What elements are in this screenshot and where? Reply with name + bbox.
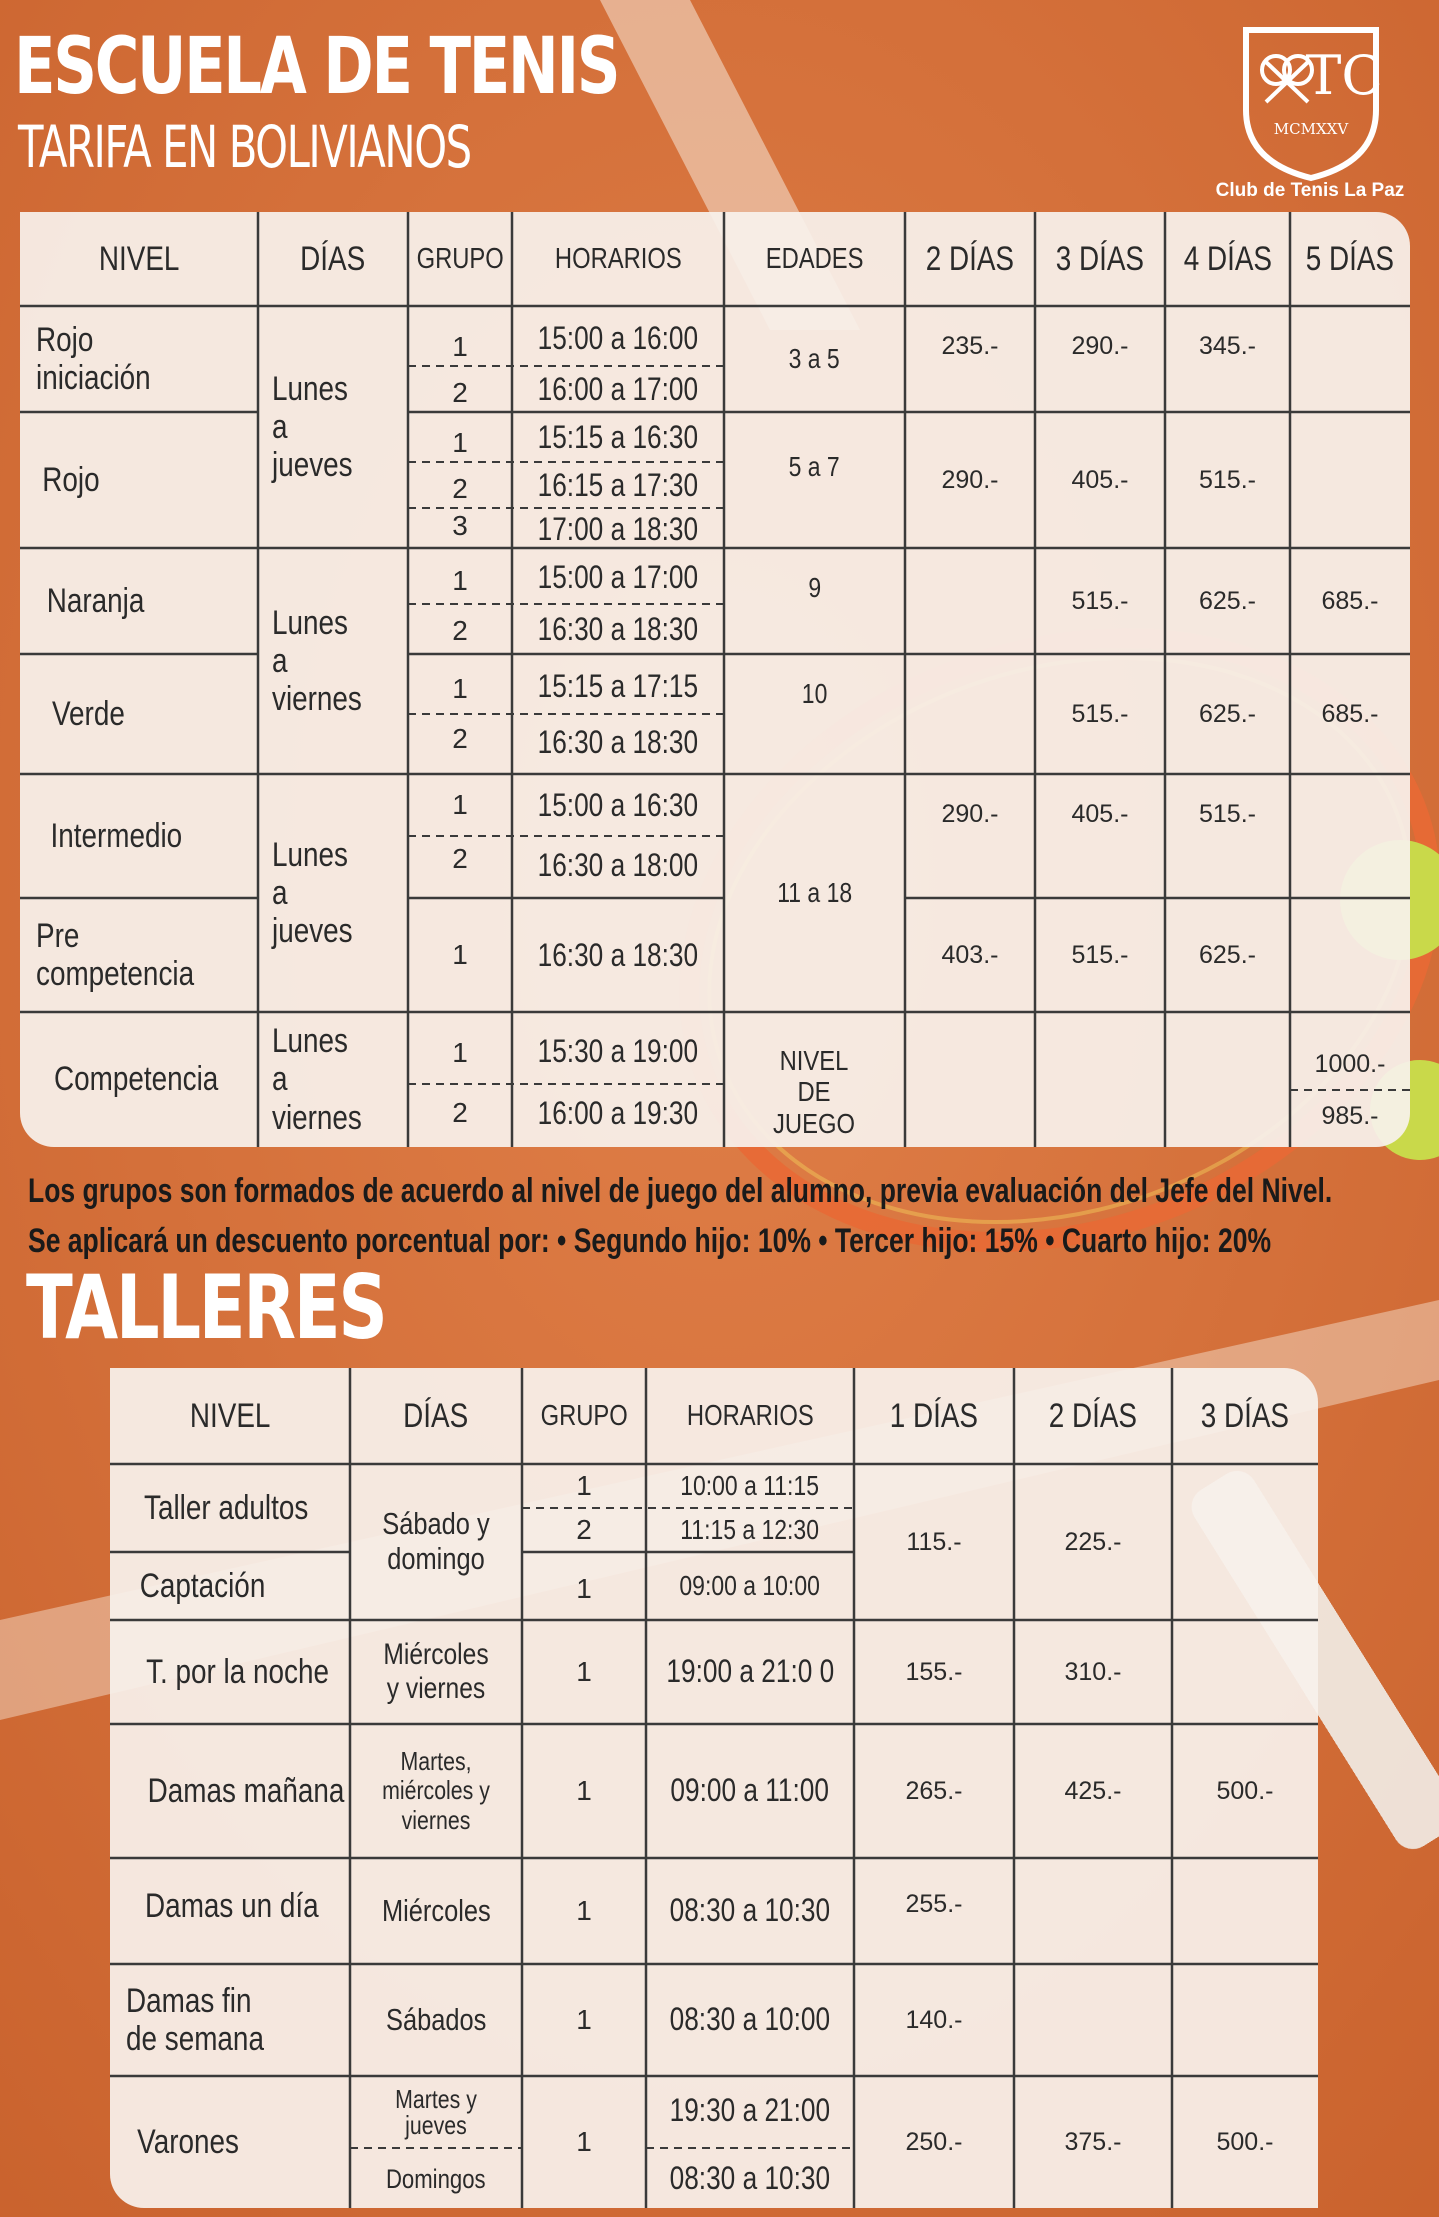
days-martes-y-jueves: Martes y jueves <box>395 2084 477 2140</box>
group-number: 1 <box>452 427 468 459</box>
days-sabado-y-domingo: Sábado y domingo <box>382 1506 490 1576</box>
group-number: 3 <box>452 510 468 542</box>
club-crest-icon <box>1236 22 1386 182</box>
level-t-por-la-noche: T. por la noche <box>146 1652 329 1691</box>
price: 115.- <box>906 1528 962 1556</box>
schedule-time: 19:30 a 21:00 <box>669 2092 831 2129</box>
schedule-time: 08:30 a 10:30 <box>669 1892 831 1929</box>
price: 515.- <box>1199 466 1256 494</box>
col-header-horarios: HORARIOS <box>554 242 682 275</box>
days-lunes-a-jueves: Lunes a jueves <box>272 835 353 951</box>
price: 685.- <box>1321 700 1379 728</box>
schedule-time: 09:00 a 10:00 <box>679 1570 821 1602</box>
col-header-dias: DÍAS <box>300 239 366 278</box>
col-header-grupo: GRUPO <box>540 1399 628 1432</box>
notes <box>28 1166 1332 1266</box>
col-header-1-dias: 1 DÍAS <box>889 1396 979 1435</box>
level-varones: Varones <box>137 2122 239 2161</box>
group-number: 1 <box>452 789 468 821</box>
level-captacion: Captación <box>139 1566 266 1605</box>
group-number: 1 <box>452 331 468 363</box>
schedule-time: 15:15 a 17:15 <box>537 668 699 705</box>
schedule-time: 15:00 a 16:30 <box>537 787 699 824</box>
schedule-time: 10:00 a 11:15 <box>680 1470 820 1502</box>
schedule-time: 16:30 a 18:30 <box>537 611 699 648</box>
price: 265.- <box>905 1777 963 1805</box>
group-number: 2 <box>452 723 468 755</box>
price: 375.- <box>1064 2128 1122 2156</box>
days-lunes-a-jueves: Lunes a jueves <box>272 369 353 485</box>
schedule-time: 16:30 a 18:00 <box>537 847 699 884</box>
age-range: 10 <box>801 678 828 710</box>
schedule-time: 17:00 a 18:30 <box>537 511 699 548</box>
talleres-fee-table <box>110 1368 1318 2208</box>
price: 250.- <box>905 2128 963 2156</box>
schedule-time: 11:15 a 12:30 <box>680 1514 820 1546</box>
level-taller-adultos: Taller adultos <box>144 1488 309 1527</box>
col-header-dias: DÍAS <box>403 1396 469 1435</box>
schedule-time: 16:00 a 17:00 <box>537 371 699 408</box>
price: 515.- <box>1071 587 1129 615</box>
price: 290.- <box>941 800 999 828</box>
days-miercoles-y-viernes: Miércoles y viernes <box>383 1638 489 1705</box>
group-number: 2 <box>452 843 468 875</box>
days-lunes-a-viernes: Lunes a viernes <box>272 1022 362 1137</box>
price: 515.- <box>1071 700 1129 728</box>
schedule-time: 16:30 a 18:30 <box>537 937 699 974</box>
group-number: 1 <box>576 2126 592 2158</box>
price: 235.- <box>941 332 999 360</box>
svg-text:TC: TC <box>1305 44 1383 107</box>
group-number: 2 <box>452 1097 468 1129</box>
price: 290.- <box>1071 332 1129 360</box>
level-pre-competencia: Pre competencia <box>36 916 195 993</box>
schedule-time: 16:30 a 18:30 <box>537 724 699 761</box>
schedule-time: 16:00 a 19:30 <box>537 1095 699 1132</box>
schedule-time: 15:00 a 17:00 <box>537 559 699 596</box>
schedule-time: 19:00 a 21:0 0 <box>666 1653 834 1690</box>
price: 255.- <box>905 1890 963 1918</box>
schedule-time: 09:00 a 11:00 <box>670 1772 830 1809</box>
level-damas-fin-de-semana: Damas fin de semana <box>126 1981 264 2058</box>
group-number: 2 <box>452 377 468 409</box>
svg-text:MCMXXV: MCMXXV <box>1273 120 1349 138</box>
days-miercoles: Miércoles <box>381 1892 491 1928</box>
page-subtitle: TARIFA EN BOLIVIANOS <box>18 113 471 181</box>
col-header-horarios: HORARIOS <box>686 1399 814 1432</box>
level-verde: Verde <box>51 694 125 733</box>
escuela-fee-table <box>20 212 1410 1147</box>
col-header-5-dias: 5 DÍAS <box>1305 239 1395 278</box>
schedule-time: 15:00 a 16:00 <box>537 320 699 357</box>
col-header-2-dias: 2 DÍAS <box>1048 1396 1138 1435</box>
schedule-time: 15:15 a 16:30 <box>537 419 699 456</box>
note-groups: Los grupos son formados de acuerdo al nivel de juego del alumno, previa evaluación del Jefe del Nivel. <box>28 1172 1333 1210</box>
price: 403.- <box>941 941 999 969</box>
level-damas-manana: Damas mañana <box>147 1771 345 1810</box>
schedule-time: 15:30 a 19:00 <box>537 1033 699 1070</box>
price: 140.- <box>905 2006 963 2034</box>
group-number: 1 <box>576 1656 592 1688</box>
page-title: ESCUELA DE TENIS <box>14 22 619 112</box>
price: 405.- <box>1071 800 1129 828</box>
group-number: 1 <box>576 1470 592 1502</box>
group-number: 1 <box>576 1573 592 1605</box>
col-header-edades: EDADES <box>765 242 864 275</box>
age-range: 11 a 18 <box>777 877 852 909</box>
price: 685.- <box>1321 587 1379 615</box>
group-number: 1 <box>452 1037 468 1069</box>
days-domingos: Domingos <box>386 2163 486 2194</box>
note-discount: Se aplicará un descuento porcentual por: • Segundo hijo: 10% • Tercer hijo: 15% • Cuarto hijo: 20% <box>28 1222 1272 1260</box>
col-header-2-dias: 2 DÍAS <box>925 239 1015 278</box>
schedule-time: 16:15 a 17:30 <box>537 467 699 504</box>
days-sabados: Sábados <box>385 2001 487 2037</box>
club-name: Club de Tenis La Paz <box>1215 180 1405 201</box>
price: 225.- <box>1064 1528 1122 1556</box>
group-number: 1 <box>452 939 468 971</box>
days-lunes-a-viernes: Lunes a viernes <box>272 603 362 719</box>
price: 345.- <box>1199 332 1256 360</box>
schedule-time: 08:30 a 10:30 <box>669 2160 831 2197</box>
age-range: 5 a 7 <box>788 451 841 483</box>
price: 625.- <box>1199 941 1256 969</box>
price: 405.- <box>1071 466 1129 494</box>
price: 985.- <box>1321 1102 1379 1130</box>
age-range: NIVEL DE JUEGO <box>773 1044 855 1139</box>
age-range: 3 a 5 <box>788 343 841 375</box>
level-competencia: Competencia <box>54 1060 219 1099</box>
col-header-4-dias: 4 DÍAS <box>1183 239 1272 278</box>
group-number: 1 <box>576 2004 592 2036</box>
price: 290.- <box>941 466 999 494</box>
schedule-time: 08:30 a 10:00 <box>669 2001 831 2038</box>
level-rojo-iniciacion: Rojo iniciación <box>36 320 151 397</box>
price: 155.- <box>905 1658 963 1686</box>
group-number: 2 <box>452 473 468 505</box>
price: 310.- <box>1064 1658 1122 1686</box>
group-number: 2 <box>452 615 468 647</box>
level-rojo: Rojo <box>42 460 100 499</box>
group-number: 1 <box>452 673 468 705</box>
group-number: 1 <box>576 1775 592 1807</box>
col-header-nivel: NIVEL <box>98 239 180 278</box>
level-naranja: Naranja <box>46 581 145 620</box>
col-header-grupo: GRUPO <box>416 242 504 275</box>
age-range: 9 <box>808 572 821 604</box>
price: 500.- <box>1216 1777 1274 1805</box>
price: 625.- <box>1199 700 1256 728</box>
group-number: 1 <box>452 565 468 597</box>
price: 515.- <box>1071 941 1129 969</box>
price: 625.- <box>1199 587 1256 615</box>
level-damas-un-dia: Damas un día <box>145 1886 319 1925</box>
price: 500.- <box>1216 2128 1274 2156</box>
col-header-3-dias: 3 DÍAS <box>1055 239 1145 278</box>
price: 1000.- <box>1314 1050 1386 1078</box>
col-header-3-dias: 3 DÍAS <box>1200 1396 1290 1435</box>
talleres-title: TALLERES <box>26 1256 386 1359</box>
group-number: 1 <box>576 1895 592 1927</box>
level-intermedio: Intermedio <box>50 816 183 855</box>
price: 515.- <box>1199 800 1256 828</box>
col-header-nivel: NIVEL <box>189 1396 271 1435</box>
days-martes-miercoles-viernes: Martes, miércoles y viernes <box>382 1746 490 1835</box>
group-number: 2 <box>576 1514 592 1546</box>
price: 425.- <box>1064 1777 1122 1805</box>
